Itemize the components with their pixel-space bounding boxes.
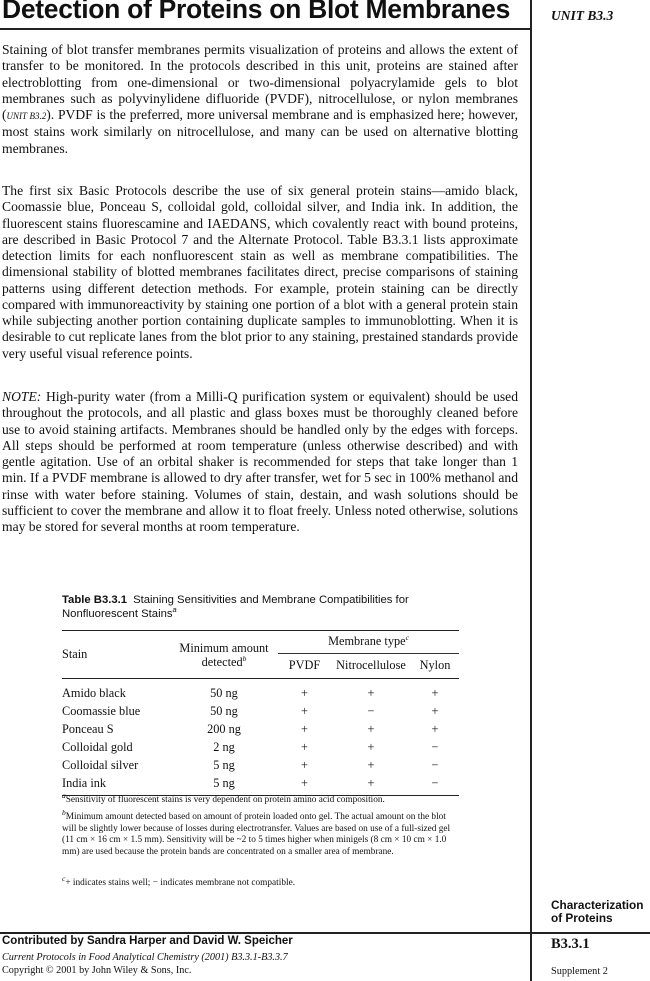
intro-paragraph [2,42,518,157]
footnote-c-text: + indicates stains well; − indicates membrane not compatible. [65,878,296,888]
citation [2,952,288,963]
cell-nylon: + [431,685,439,700]
cell-nitrocellulose: − [367,703,375,718]
title-rule [0,28,530,30]
table-row [62,684,459,702]
footnote-b-text: Minimum amount detected based on amount of protein loaded onto gel. The actual amount on the blot will be slightly lower because of losses during electrotransfer. Values are based on use of a full-sized gel (11 cm × 16 cm × 1.5 mm). Sensitivity will be ~2 to 5 times higher when minigels (8 cm × 10 cm × 1.0 mm) are used because the protein bands are concentrated on a smaller area of membrane. [62,812,451,857]
table-number: Table B3.3.1 [62,594,128,606]
cell-pvdf: + [301,721,308,736]
cell-stain: India ink [62,775,107,790]
cell-nitrocellulose: + [367,721,375,736]
table-row [62,720,459,738]
footnote-a-mark: a [62,790,66,800]
table-caption-sup: a [172,605,177,615]
cell-stain: Ponceau S [62,721,114,736]
table-title: Staining Sensitivities and Membrane Compatibilities for Nonfluorescent Stains [62,594,409,620]
header-membrane-label: Membrane type [328,634,406,648]
intro-text-a: Staining of blot transfer membranes permits visualization of proteins and allows the extent of transfer to be monitored. In the protocols described in this unit, proteins are stained after electroblotting from one-dimensional or two-dimensional polyacrylamide gels to blot membranes such as polyvinylidene difluoride (PVDF), nitrocellulose, or nylon membranes ( [2,42,518,122]
footnote-b-mark: b [62,807,66,817]
note-paragraph [2,389,518,535]
note-text: High-purity water (from a Milli-Q purification system or equivalent) should be used throughout the protocols, and all plastic and glass boxes must be thoroughly cleaned before use to avoid staining artifacts. Membranes should be handled only by the edges with forceps. All steps should be performed at room temperature (unless otherwise described) and with gentle agitation. Use of an orbital shaker is recommended for steps that take longer than 1 min. If a PVDF membrane is allowed to dry after transfer, wet for 5 sec in 100% methanol and rinse with water before staining. Volumes of stain, destain, and wash solutions should be sufficient to cover the membrane and allow it to float freely. Unless noted otherwise, solutions may be stored for several months at room temperature. [2,389,518,534]
header-membrane [278,631,459,654]
header-minimum-label: Minimum amount detected [179,640,269,669]
cell-nitrocellulose: + [367,757,375,772]
copyright: Copyright © 2001 by John Wiley & Sons, Inc. [2,965,192,976]
cell-stain: Colloidal silver [62,757,139,772]
table-row [62,738,459,756]
header-pvdf: PVDF [278,654,331,679]
footnote-b [62,807,462,858]
footnote-c-mark: c [62,873,66,883]
column-divider [530,0,532,981]
note-label: NOTE: [2,389,42,404]
footnote-a [62,790,462,807]
footnote-a-text: Sensitivity of fluorescent stains is very dependent on protein amino acid composition. [65,795,385,805]
cell-amount: 5 ng [213,775,235,790]
cell-nitrocellulose: + [367,739,375,754]
cell-nylon: − [431,757,439,772]
cell-amount: 2 ng [213,739,235,754]
cell-nylon: − [431,739,439,754]
table-row [62,702,459,720]
cell-amount: 50 ng [210,685,238,700]
cell-stain: Amido black [62,685,126,700]
cell-pvdf: + [301,757,308,772]
section-title: Characterization of Proteins [551,898,644,925]
cell-stain: Colloidal gold [62,739,133,754]
table-caption [62,593,462,621]
table-row [62,774,459,796]
protocols-paragraph: The first six Basic Protocols describe the use of six general protein stains—amido black, Coomassie blue, Ponceau S, colloidal gold, colloidal silver, and India ink. In addition, the fluorescent stains fluorescamine and IAEDANS, which covalently react with bound proteins, are described in Basic Protocol 7 and the Alternate Protocol. Table B3.3.1 lists approximate detection limits for each nonfluorescent stain as well as membrane compatibilities. The dimensional stability of blotted membranes facilitates direct, precise comparisons of staining patterns using different detection methods. For example, protein staining can be directly compared with immunoreactivity by staining one portion of a blot with a general protein stain while subjecting another portion containing duplicate samples to immunoblotting. When it is desirable to cut replicate lanes from the blot prior to any staining, prestained standards provide very useful visual reference points. [2,183,518,361]
cell-nylon: − [431,775,439,790]
footnote-c [62,873,462,890]
unit-reference: UNIT B3.2 [6,111,47,121]
cell-amount: 5 ng [213,757,235,772]
header-minimum [170,631,278,679]
footer-rule [0,932,530,934]
cell-pvdf: + [301,703,308,718]
header-nylon: Nylon [411,654,459,679]
page-number: B3.3.1 [551,936,590,952]
cell-pvdf: + [301,739,308,754]
cell-nitrocellulose: + [367,685,375,700]
citation-text: Current Protocols in Food Analytical Chemistry (2001) B3.3.1-B3.3.7 [2,952,288,963]
sidebar-rule [531,932,650,934]
header-stain: Stain [62,631,170,679]
cell-nylon: + [431,703,439,718]
supplement-label: Supplement 2 [551,966,608,977]
contributors: Contributed by Sandra Harper and David W. Speicher [2,935,293,947]
table-row [62,756,459,774]
cell-nitrocellulose: + [367,775,375,790]
page-title: Detection of Proteins on Blot Membranes [2,0,511,24]
header-nitrocellulose: Nitrocellulose [331,654,411,679]
header-membrane-sup: c [405,632,409,642]
unit-label: UNIT B3.3 [551,8,614,23]
header-minimum-sup: b [242,653,247,663]
cell-pvdf: + [301,775,308,790]
cell-amount: 200 ng [207,721,241,736]
cell-pvdf: + [301,685,308,700]
cell-stain: Coomassie blue [62,703,141,718]
intro-text-b: ). PVDF is the preferred, more universal membrane and is emphasized here; however, most stains work similarly on nitrocellulose, and many can be used on alternative blotting membranes. [2,107,518,156]
cell-nylon: + [431,721,439,736]
stain-table [62,630,459,796]
cell-amount: 50 ng [210,703,238,718]
